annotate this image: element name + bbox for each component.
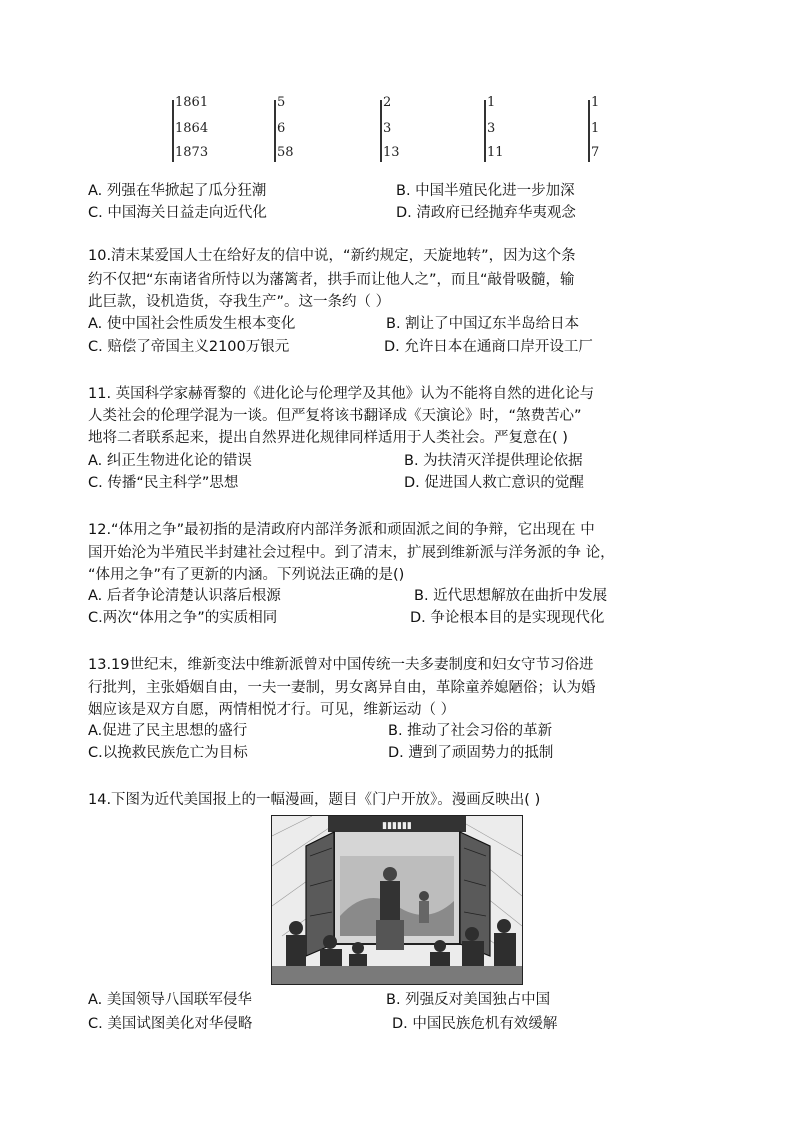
q14-option-d[interactable]: D. 中国民族危机有效缓解 bbox=[392, 1016, 558, 1032]
q12-option-a[interactable]: A. 后者争论清楚认识落后根源 bbox=[88, 588, 281, 604]
q11-option-c[interactable]: C. 传播“民主科学”思想 bbox=[88, 475, 239, 491]
q12-option-b[interactable]: B. 近代思想解放在曲折中发展 bbox=[414, 588, 608, 604]
svg-text:▮▮▮▮▮▮: ▮▮▮▮▮▮ bbox=[382, 821, 412, 831]
q10-stem-line: 10.清末某爱国人士在给好友的信中说，“新约规定，天旋地转”，因为这个条 bbox=[88, 248, 576, 264]
q14-option-b[interactable]: B. 列强反对美国独占中国 bbox=[386, 992, 551, 1008]
table-cell: 3 bbox=[487, 121, 496, 136]
q12-stem-line: “体用之争”有了更新的内涵。下列说法正确的是() bbox=[88, 567, 405, 583]
table-divider bbox=[274, 100, 276, 162]
table-divider bbox=[588, 100, 590, 162]
q9-option-a[interactable]: A. 列强在华掀起了瓜分狂潮 bbox=[88, 183, 267, 199]
q13-option-d[interactable]: D. 遭到了顽固势力的抵制 bbox=[388, 745, 554, 761]
q11-stem-line: 11. 英国科学家赫胥黎的《进化论与伦理学及其他》认为不能将自然的进化论与 bbox=[88, 386, 595, 402]
q14-option-a[interactable]: A. 美国领导八国联军侵华 bbox=[88, 992, 252, 1008]
table-cell: 13 bbox=[383, 145, 400, 160]
q11-option-b[interactable]: B. 为扶清灭洋提供理论依据 bbox=[404, 453, 583, 469]
q12-stem-line: 12.“体用之争”最初指的是清政府内部洋务派和顽固派之间的争辩，它出现在 中 bbox=[88, 522, 595, 538]
q13-option-c[interactable]: C.以挽救民族危亡为目标 bbox=[88, 745, 248, 761]
q11-option-d[interactable]: D. 促进国人救亡意识的觉醒 bbox=[404, 475, 584, 491]
q13-option-b[interactable]: B. 推动了社会习俗的革新 bbox=[388, 723, 553, 739]
q13-option-a[interactable]: A.促进了民主思想的盛行 bbox=[88, 723, 248, 739]
q9-option-c[interactable]: C. 中国海关日益走向近代化 bbox=[88, 205, 267, 221]
q11-stem-line: 地将二者联系起来，提出自然界进化规律同样适用于人类社会。严复意在( ) bbox=[88, 430, 568, 446]
q9-option-b[interactable]: B. 中国半殖民化进一步加深 bbox=[396, 183, 575, 199]
table-divider bbox=[172, 100, 174, 162]
table-cell: 7 bbox=[591, 145, 600, 160]
table-cell: 2 bbox=[383, 95, 392, 110]
data-table-fragment bbox=[168, 95, 608, 164]
q13-stem-line: 行批判，主张婚姻自由，一夫一妻制，男女离异自由，革除童养媳陋俗；认为婚 bbox=[88, 680, 596, 696]
q11-stem-line: 人类社会的伦理学混为一谈。但严复将该书翻译成《天演论》时，“煞费苦心” bbox=[88, 408, 582, 424]
q12-option-d[interactable]: D. 争论根本目的是实现现代化 bbox=[410, 610, 605, 626]
table-divider bbox=[484, 100, 486, 162]
table-cell: 58 bbox=[277, 145, 294, 160]
open-door-cartoon bbox=[271, 815, 523, 985]
q12-stem-line: 国开始沦为半殖民半封建社会过程中。到了清末，扩展到维新派与洋务派的争 论， bbox=[88, 545, 615, 561]
q13-stem-line: 姻应该是双方自愿，两情相悦才行。可见，维新运动（ ） bbox=[88, 702, 456, 718]
q14-option-c[interactable]: C. 美国试图美化对华侵略 bbox=[88, 1016, 253, 1032]
table-cell: 1864 bbox=[175, 121, 209, 136]
q10-option-a[interactable]: A. 使中国社会性质发生根本变化 bbox=[88, 316, 296, 332]
table-cell: 5 bbox=[277, 95, 286, 110]
table-divider bbox=[380, 100, 382, 162]
table-cell: 11 bbox=[487, 145, 504, 160]
table-cell: 6 bbox=[277, 121, 286, 136]
q14-stem-line: 14.下图为近代美国报上的一幅漫画，题目《门户开放》。漫画反映出( ) bbox=[88, 792, 541, 808]
table-cell: 3 bbox=[383, 121, 392, 136]
q10-option-b[interactable]: B. 割让了中国辽东半岛给日本 bbox=[386, 316, 580, 332]
q10-option-c[interactable]: C. 赔偿了帝国主义2100万银元 bbox=[88, 339, 290, 355]
q9-option-d[interactable]: D. 清政府已经抛弃华夷观念 bbox=[396, 205, 576, 221]
q11-option-a[interactable]: A. 纠正生物进化论的错误 bbox=[88, 453, 252, 469]
q10-stem-line: 此巨款，设机造货，夺我生产”。这一条约（ ） bbox=[88, 294, 391, 310]
q13-stem-line: 13.19世纪末，维新变法中维新派曾对中国传统一夫多妻制度和妇女守节习俗进 bbox=[88, 657, 594, 673]
table-cell: 1 bbox=[487, 95, 496, 110]
q12-option-c[interactable]: C.两次“体用之争”的实质相同 bbox=[88, 610, 278, 626]
table-cell: 1861 bbox=[175, 95, 209, 110]
q10-option-d[interactable]: D. 允许日本在通商口岸开设工厂 bbox=[384, 339, 593, 355]
table-cell: 1 bbox=[591, 95, 600, 110]
table-cell: 1 bbox=[591, 121, 600, 136]
cartoon-illustration bbox=[272, 816, 522, 984]
table-cell: 1873 bbox=[175, 145, 209, 160]
q10-stem-line: 约不仅把“东南诸省所恃以为藩篱者，拱手而让他人之”，而且“敲骨吸髓，输 bbox=[88, 272, 575, 288]
